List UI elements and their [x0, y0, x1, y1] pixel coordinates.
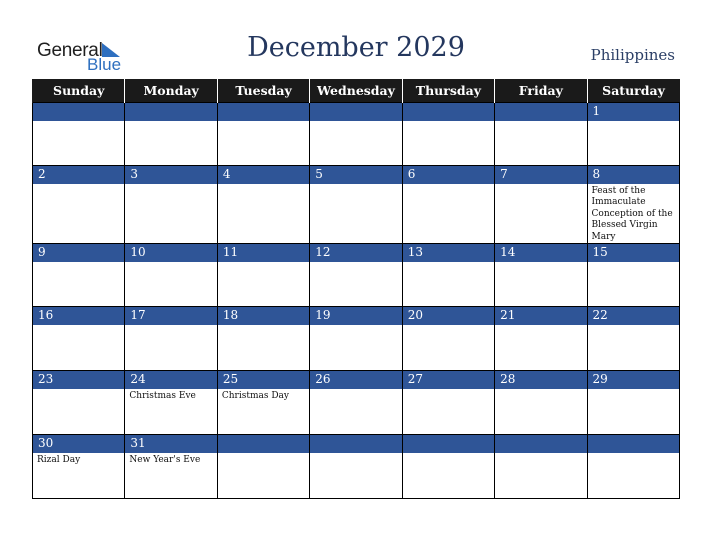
day-cell — [587, 371, 679, 435]
day-number: 19 — [310, 307, 401, 325]
holiday-label — [33, 262, 124, 264]
holiday-label — [218, 184, 309, 186]
holiday-label — [218, 325, 309, 327]
holiday-label — [310, 389, 401, 391]
day-number: 7 — [495, 166, 586, 184]
weekday-header-friday: Friday — [495, 79, 587, 102]
day-cell — [33, 244, 125, 307]
weekday-header-sunday: Sunday — [33, 79, 125, 102]
day-cell — [125, 371, 217, 435]
day-cell — [587, 244, 679, 307]
day-cell — [402, 102, 494, 165]
day-number — [495, 435, 586, 453]
day-cell — [587, 102, 679, 165]
day-cell — [495, 371, 587, 435]
holiday-label — [495, 325, 586, 327]
day-cell — [495, 307, 587, 371]
day-cell — [33, 435, 125, 499]
day-cell — [495, 165, 587, 244]
day-number — [218, 103, 309, 121]
day-cell — [310, 102, 402, 165]
day-number: 22 — [588, 307, 679, 325]
calendar-body — [33, 102, 680, 499]
holiday-label — [495, 121, 586, 123]
holiday-label — [495, 262, 586, 264]
day-cell — [125, 244, 217, 307]
day-cell — [495, 244, 587, 307]
day-cell — [217, 102, 309, 165]
holiday-label — [310, 453, 401, 455]
day-number: 12 — [310, 244, 401, 262]
holiday-label — [218, 121, 309, 123]
day-number: 3 — [125, 166, 216, 184]
day-number: 18 — [218, 307, 309, 325]
holiday-label — [403, 121, 494, 123]
country-label: Philippines — [590, 46, 675, 64]
day-number — [403, 103, 494, 121]
day-cell — [587, 435, 679, 499]
day-cell — [217, 371, 309, 435]
day-cell — [33, 371, 125, 435]
holiday-label — [33, 121, 124, 123]
day-cell — [310, 371, 402, 435]
day-number — [33, 103, 124, 121]
day-number: 17 — [125, 307, 216, 325]
day-cell — [33, 102, 125, 165]
logo-text-blue: Blue — [87, 55, 122, 74]
weekday-header-wednesday: Wednesday — [310, 79, 402, 102]
day-cell — [310, 244, 402, 307]
holiday-label: Rizal Day — [37, 455, 81, 465]
holiday-label — [218, 262, 309, 264]
week-row — [33, 371, 680, 435]
day-cell — [402, 307, 494, 371]
day-number: 2 — [33, 166, 124, 184]
weekday-header-saturday: Saturday — [587, 79, 679, 102]
day-number: 11 — [218, 244, 309, 262]
day-number: 23 — [33, 371, 124, 389]
week-row — [33, 435, 680, 499]
weekday-header-tuesday: Tuesday — [217, 79, 309, 102]
holiday-label — [495, 389, 586, 391]
day-cell — [495, 102, 587, 165]
day-cell — [217, 165, 309, 244]
day-number: 1 — [588, 103, 679, 121]
holiday-label — [403, 262, 494, 264]
day-number: 13 — [403, 244, 494, 262]
holiday-label — [218, 453, 309, 455]
day-cell — [217, 435, 309, 499]
day-cell — [587, 307, 679, 371]
week-row — [33, 307, 680, 371]
day-number: 14 — [495, 244, 586, 262]
holiday-label — [588, 453, 679, 455]
weekday-header-row — [33, 79, 680, 102]
holiday-label — [588, 262, 679, 264]
holiday-label — [310, 262, 401, 264]
day-cell — [125, 435, 217, 499]
day-number: 30 — [33, 435, 124, 453]
holiday-label — [403, 453, 494, 455]
day-cell — [33, 165, 125, 244]
holiday-label: Christmas Eve — [129, 391, 196, 401]
day-number — [588, 435, 679, 453]
day-number: 25 — [218, 371, 309, 389]
day-cell — [310, 307, 402, 371]
day-number: 27 — [403, 371, 494, 389]
holiday-label — [403, 325, 494, 327]
holiday-label — [403, 389, 494, 391]
holiday-label — [33, 184, 124, 186]
day-number: 6 — [403, 166, 494, 184]
day-number — [310, 103, 401, 121]
day-cell — [217, 307, 309, 371]
day-cell — [587, 165, 679, 244]
day-number — [125, 103, 216, 121]
holiday-label — [33, 325, 124, 327]
day-number — [310, 435, 401, 453]
holiday-label — [310, 325, 401, 327]
day-cell — [402, 165, 494, 244]
week-row — [33, 102, 680, 165]
day-number: 10 — [125, 244, 216, 262]
day-cell — [217, 244, 309, 307]
day-cell — [33, 307, 125, 371]
page-title: December 2029 — [247, 32, 465, 63]
day-number: 8 — [588, 166, 679, 184]
holiday-label — [588, 325, 679, 327]
holiday-label: Christmas Day — [221, 391, 289, 401]
day-cell — [402, 371, 494, 435]
day-number: 31 — [125, 435, 216, 453]
logo-text-general: General — [37, 40, 103, 61]
week-row — [33, 244, 680, 307]
day-cell — [402, 435, 494, 499]
day-cell — [495, 435, 587, 499]
day-number: 20 — [403, 307, 494, 325]
day-number — [495, 103, 586, 121]
day-cell — [125, 307, 217, 371]
day-number: 4 — [218, 166, 309, 184]
holiday-label — [33, 389, 124, 391]
holiday-label — [588, 121, 679, 123]
day-number: 28 — [495, 371, 586, 389]
day-number: 21 — [495, 307, 586, 325]
holiday-label — [125, 325, 216, 327]
day-number: 5 — [310, 166, 401, 184]
day-cell — [310, 165, 402, 244]
day-cell — [125, 102, 217, 165]
holiday-label — [588, 389, 679, 391]
day-number — [403, 435, 494, 453]
day-number: 29 — [588, 371, 679, 389]
calendar-grid — [32, 79, 680, 499]
holiday-label — [495, 184, 586, 186]
day-number: 24 — [125, 371, 216, 389]
holiday-label: Feast of the Immaculate Conception of the Blessed Virgin Mary — [591, 185, 673, 242]
holiday-label — [310, 121, 401, 123]
day-cell — [125, 165, 217, 244]
weekday-header-monday: Monday — [125, 79, 217, 102]
holiday-label — [125, 184, 216, 186]
day-number — [218, 435, 309, 453]
day-number: 26 — [310, 371, 401, 389]
weekday-header-thursday: Thursday — [402, 79, 494, 102]
day-cell — [310, 435, 402, 499]
holiday-label — [310, 184, 401, 186]
day-number: 16 — [33, 307, 124, 325]
day-number: 9 — [33, 244, 124, 262]
holiday-label — [125, 262, 216, 264]
holiday-label: New Year's Eve — [129, 455, 201, 465]
holiday-label — [403, 184, 494, 186]
week-row — [33, 165, 680, 244]
day-number: 15 — [588, 244, 679, 262]
day-cell — [402, 244, 494, 307]
holiday-label — [495, 453, 586, 455]
holiday-label — [125, 121, 216, 123]
